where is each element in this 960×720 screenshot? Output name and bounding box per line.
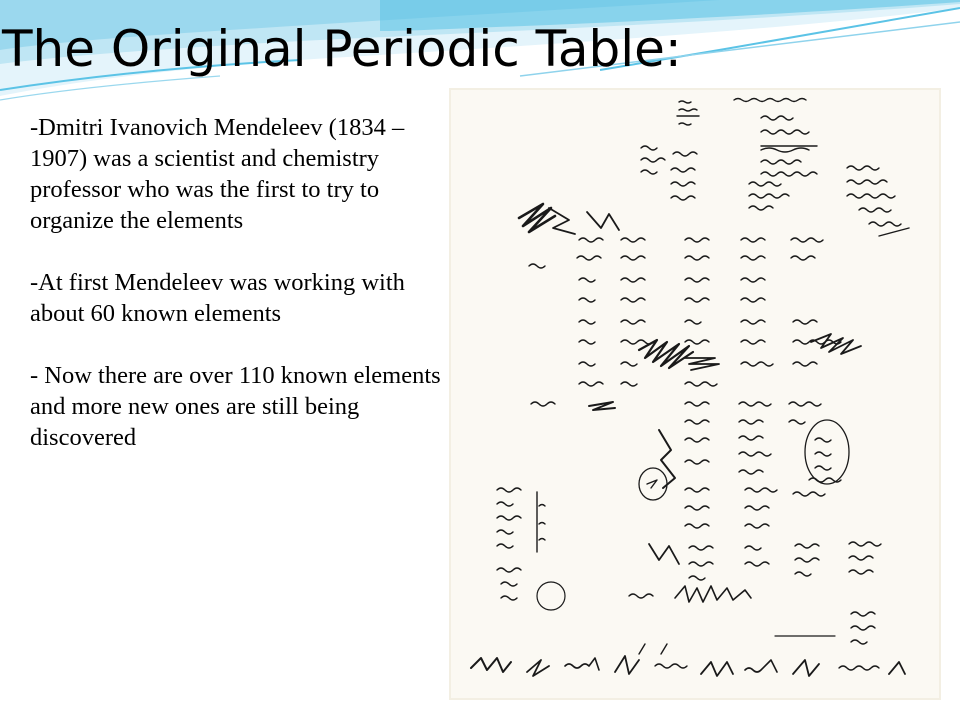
mendeleev-manuscript-image: [449, 88, 941, 700]
paragraph-mendeleev-bio: -Dmitri Ivanovich Mendeleev (1834 – 1907) was a scientist and chemistry professor who was the first to try to organize the elements: [30, 114, 405, 234]
paragraph-current-elements: - Now there are over 110 known elements and more new ones are still being discovered: [30, 362, 441, 451]
body-text: [30, 112, 445, 484]
slide-title: The Original Periodic Table:: [2, 20, 682, 78]
manuscript-scribbles: [449, 88, 941, 700]
paragraph-sixty-elements: -At first Mendeleev was working with about 60 known elements: [30, 269, 405, 327]
